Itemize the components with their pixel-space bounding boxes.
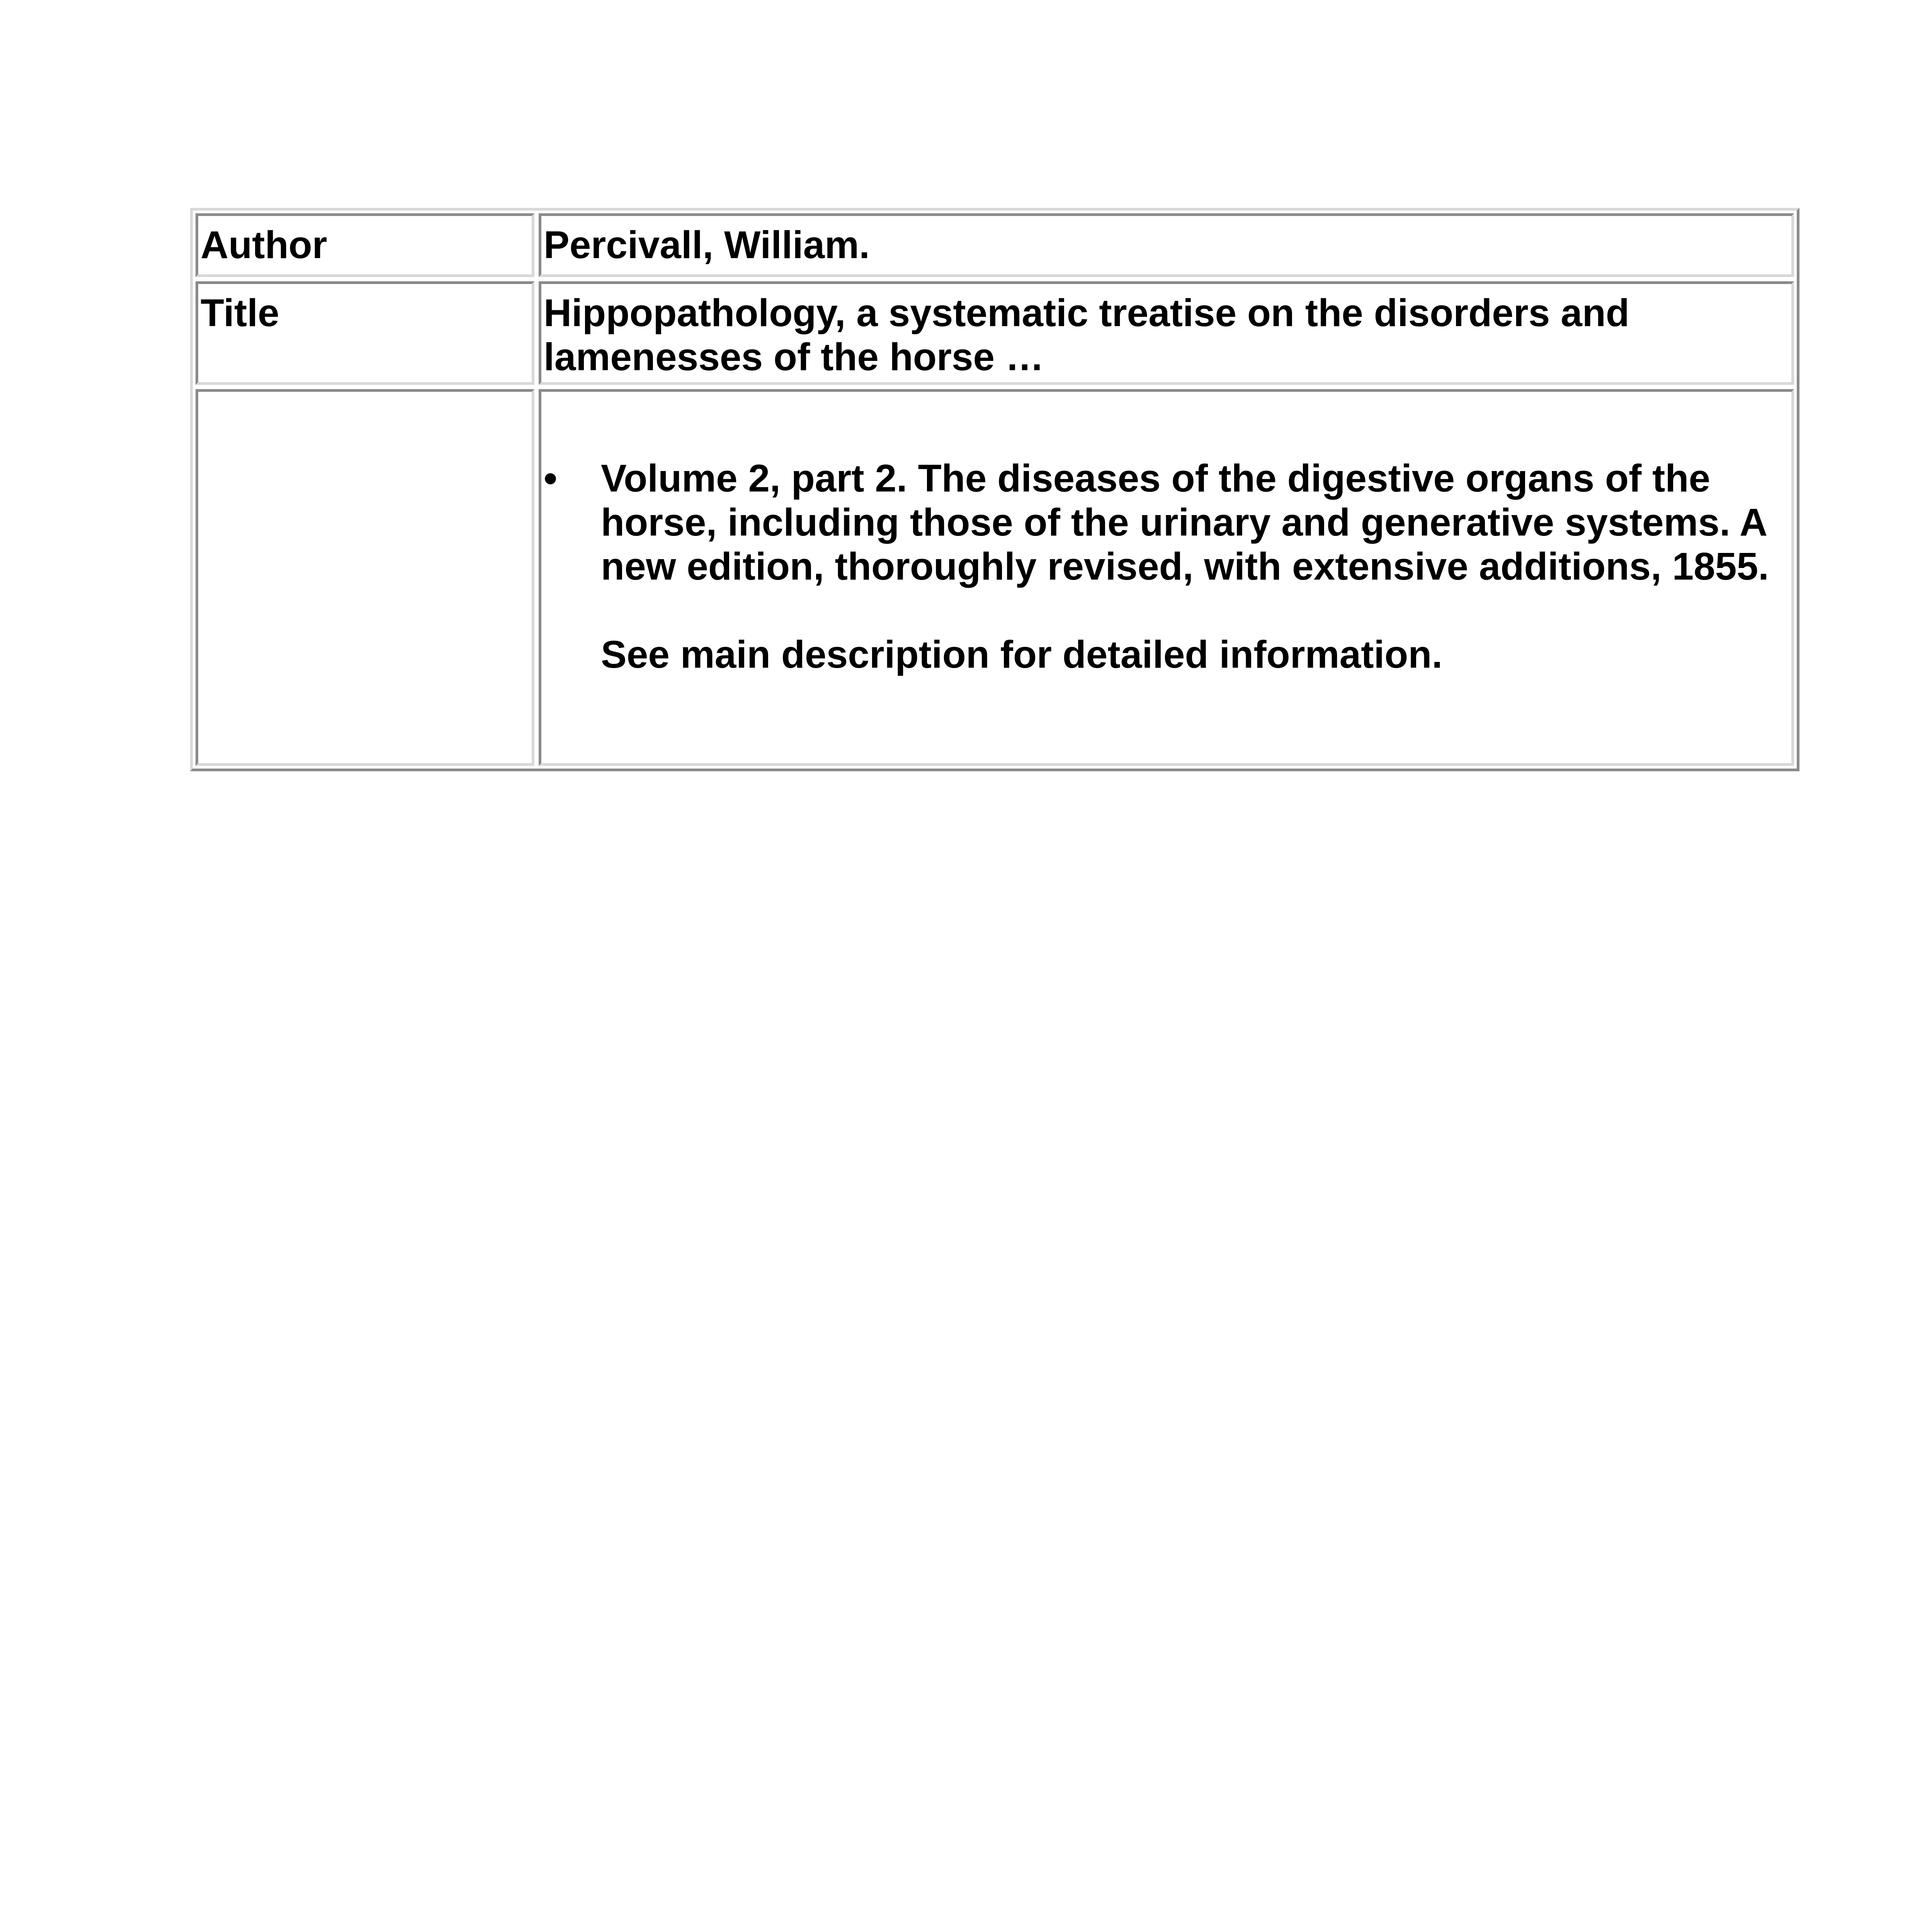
author-label-cell (196, 213, 534, 277)
volume-note: See main description for detailed information. (601, 633, 1443, 676)
title-label-cell (196, 281, 534, 385)
title-value: Hippopathology, a systematic treatise on the disorders and lamenesses of the horse … (544, 291, 1629, 379)
title-label: Title (201, 291, 279, 335)
volume-description (601, 456, 1789, 677)
title-value-cell (539, 281, 1794, 385)
author-value-cell (539, 213, 1794, 277)
volume-value-cell (539, 389, 1794, 766)
catalog-record-table (190, 208, 1799, 771)
author-label: Author (201, 223, 327, 267)
author-value: Percivall, William. (544, 223, 870, 267)
volume-text: Volume 2, part 2. The diseases of the digestive organs of the horse, including those of the urinary and generative systems. A new edition, thoroughly revised, with extensive additions, 1855. (601, 457, 1769, 588)
volume-label-cell (196, 389, 534, 766)
bullet-icon: • (544, 457, 558, 500)
volume-list-item (544, 456, 1789, 677)
